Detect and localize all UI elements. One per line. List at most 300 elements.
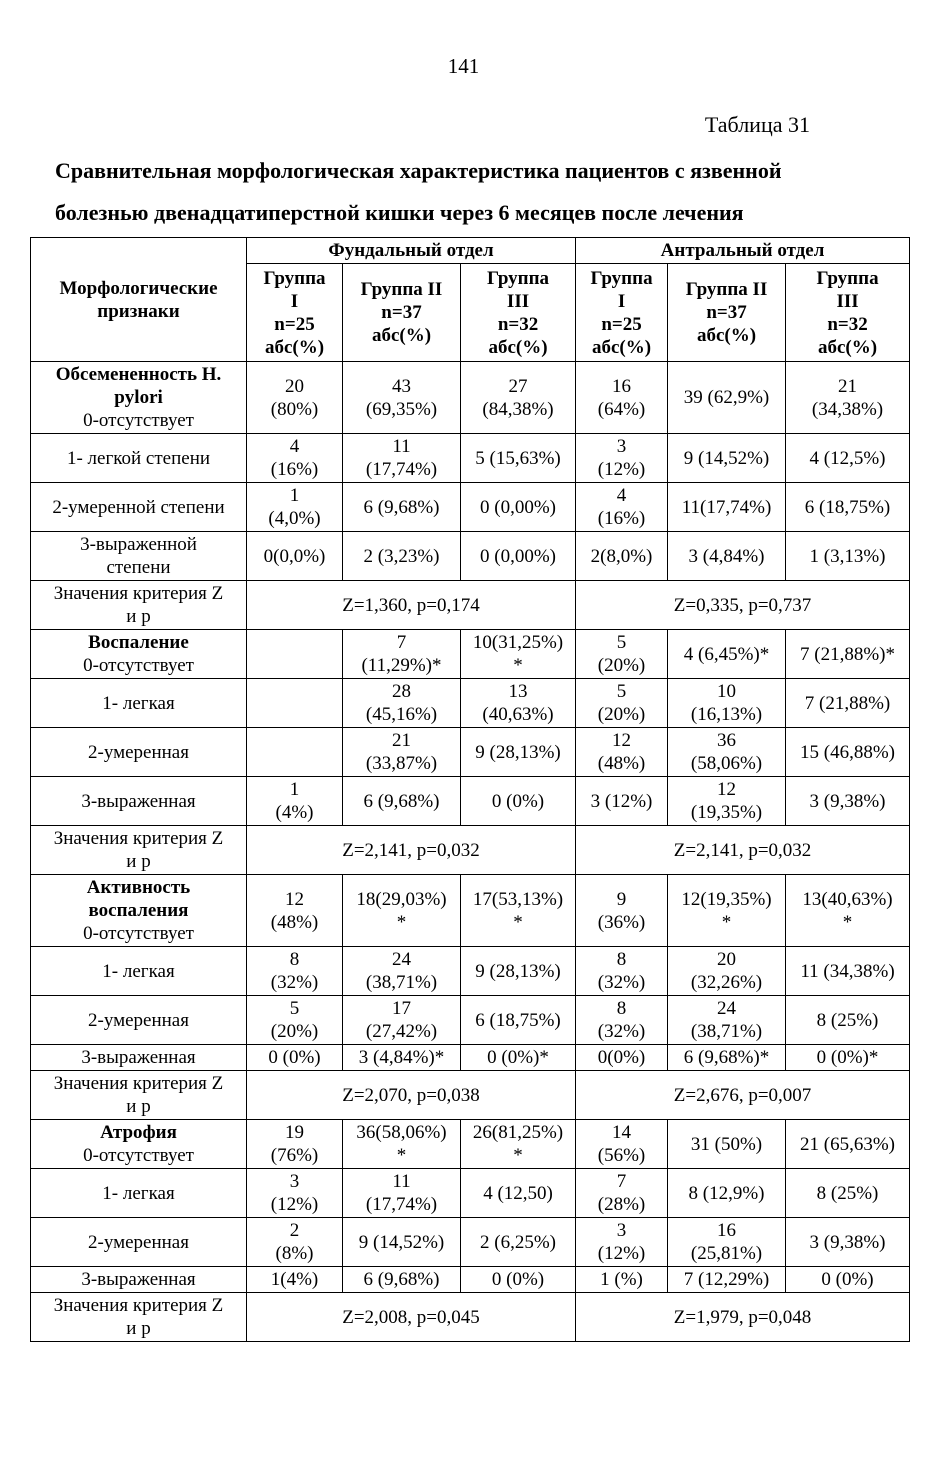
data-cell: [668, 362, 786, 434]
header-antral: Антральный отдел: [576, 238, 910, 264]
data-cell-line: *: [513, 1145, 523, 1166]
data-cell: [786, 483, 910, 532]
data-cell-line: 3 (12%): [590, 790, 653, 812]
data-cell-line: 9 (28,13%): [475, 960, 561, 982]
data-cell-line: 0 (0%): [268, 1047, 321, 1068]
data-cell: [786, 728, 910, 777]
data-cell: [786, 434, 910, 483]
data-cell-line: 2 (3,23%): [363, 545, 440, 567]
data-cell-line: 39 (62,9%): [683, 387, 770, 408]
group-header: [461, 264, 576, 362]
data-cell-line: 6 (9,68%): [363, 1269, 440, 1290]
data-cell-line: 8 (12,9%): [688, 1182, 765, 1204]
row-label: [31, 947, 247, 996]
group-header-line: n=37: [706, 302, 747, 323]
data-cell-line: 36: [717, 730, 737, 751]
header-row-label: Морфологические признаки: [31, 238, 247, 362]
data-cell: [247, 434, 343, 483]
data-cell-line: (32%): [597, 1021, 646, 1042]
row-label: [31, 532, 247, 581]
data-cell: [576, 996, 668, 1045]
stat-row: [31, 826, 910, 875]
stat-label-line: и р: [126, 1096, 151, 1117]
group-header-line: n=32: [497, 313, 539, 335]
stat-label-line: и р: [126, 606, 151, 627]
row-label-line: 1- легкой степени: [66, 447, 211, 469]
data-cell-line: 3: [616, 436, 627, 457]
data-cell: [576, 875, 668, 947]
data-cell-line: (11,29%)*: [361, 655, 442, 676]
data-cell-line: (19,35%): [690, 802, 763, 823]
data-cell-line: 0(0%): [597, 1047, 646, 1068]
data-cell: [786, 1267, 910, 1293]
group-header-line: I: [617, 290, 626, 312]
row-label-line: 2-умеренная: [88, 741, 189, 763]
data-cell-line: (36%): [597, 911, 646, 933]
data-cell-line: (20%): [597, 704, 646, 725]
table-row: [31, 630, 910, 679]
data-cell-line: (8%): [275, 1243, 314, 1264]
group-header: [247, 264, 343, 362]
row-label-line: 0-отсутствует: [83, 410, 194, 431]
data-cell-line: 1(4%): [270, 1269, 319, 1290]
data-cell-line: 5: [616, 632, 627, 653]
table-row: [31, 434, 910, 483]
data-cell-line: (64%): [597, 398, 646, 420]
row-label: [31, 875, 247, 947]
row-label-line: 1- легкая: [102, 960, 175, 982]
row-label-line: 1- легкая: [102, 1182, 175, 1204]
data-cell: [247, 630, 343, 679]
data-cell-line: *: [396, 911, 407, 933]
table-row: [31, 1169, 910, 1218]
data-cell-line: 5 (15,63%): [475, 447, 561, 469]
data-cell: [668, 1120, 786, 1169]
group-header-line: I: [290, 290, 299, 312]
data-cell: [576, 679, 668, 728]
data-cell-line: 24: [717, 998, 737, 1019]
data-cell: [668, 996, 786, 1045]
stat-label: [31, 826, 247, 875]
data-cell-line: (17,74%): [365, 1194, 438, 1215]
data-cell-line: (84,38%): [482, 398, 554, 420]
data-cell-line: (4,0%): [268, 508, 321, 529]
group-header: [576, 264, 668, 362]
data-cell: [461, 1267, 576, 1293]
data-cell-line: 0 (0%): [491, 1269, 545, 1290]
data-cell-line: *: [396, 1145, 407, 1166]
data-cell: [668, 532, 786, 581]
data-cell-line: (48%): [597, 753, 646, 774]
data-cell: [576, 1045, 668, 1071]
data-cell: [668, 434, 786, 483]
data-cell: [668, 483, 786, 532]
table-row: [31, 875, 910, 947]
row-label: [31, 728, 247, 777]
data-cell-line: (38,71%): [365, 972, 438, 993]
data-cell: [343, 728, 461, 777]
data-cell-line: 4 (6,45%)*: [683, 643, 770, 665]
data-cell: [247, 728, 343, 777]
data-cell: [786, 532, 910, 581]
data-cell: [461, 434, 576, 483]
data-cell-line: 1: [289, 485, 300, 506]
data-cell-line: *: [842, 911, 853, 933]
data-cell-line: 18(29,03%): [356, 888, 447, 910]
group-header-line: III: [506, 290, 530, 312]
data-cell: [343, 1218, 461, 1267]
data-cell: [786, 875, 910, 947]
data-cell-line: 1 (%): [600, 1269, 643, 1290]
row-label: [31, 1267, 247, 1293]
data-cell: [247, 483, 343, 532]
row-label-line: 3-выраженная: [81, 790, 196, 812]
data-cell-line: 4 (12,50): [483, 1182, 553, 1204]
data-cell: [786, 777, 910, 826]
row-label: [31, 630, 247, 679]
table-row: [31, 1045, 910, 1071]
data-cell-line: 20: [717, 949, 737, 970]
stat-antral: Z=1,979, p=0,048: [576, 1293, 910, 1342]
data-cell-line: 0 (0,00%): [480, 545, 556, 567]
data-cell-line: 10: [717, 681, 737, 702]
data-cell: [247, 777, 343, 826]
group-header-line: абс(%): [817, 336, 878, 358]
data-cell: [576, 728, 668, 777]
data-cell-line: 11 (34,38%): [800, 960, 895, 982]
data-cell-line: 12: [612, 730, 632, 751]
data-cell-line: 12: [717, 779, 737, 800]
data-cell: [343, 483, 461, 532]
data-cell-line: 0(0,0%): [263, 545, 326, 567]
data-cell-line: 0 (0,00%): [480, 496, 556, 518]
data-cell-line: 20: [285, 375, 304, 397]
section-title: pylori: [114, 387, 163, 408]
title-line-2: болезнью двенадцатиперстной кишки через 6 месяцев после лечения: [55, 200, 744, 225]
data-cell-line: 3: [289, 1171, 300, 1192]
data-cell: [786, 362, 910, 434]
row-label-line: 3-выраженной: [80, 534, 197, 555]
group-header-line: абс(%): [591, 336, 652, 358]
group-header-line: абс(%): [488, 336, 548, 358]
data-cell-line: 11: [392, 1171, 411, 1192]
table-title: [55, 150, 885, 234]
data-cell: [461, 532, 576, 581]
data-cell: [343, 630, 461, 679]
data-cell-line: (16,13%): [690, 704, 763, 725]
data-cell-line: 0 (0%): [491, 790, 545, 812]
table-row: [31, 1218, 910, 1267]
data-cell-line: 8: [616, 949, 627, 970]
data-cell: [343, 362, 461, 434]
stat-label-line: и р: [126, 1318, 151, 1339]
section-title: Атрофия: [100, 1122, 177, 1143]
group-header: [343, 264, 461, 362]
data-cell-line: (58,06%): [690, 753, 763, 774]
data-cell-line: 7 (12,29%): [683, 1269, 770, 1290]
row-label-line: 2-умеренной степени: [52, 496, 225, 518]
data-cell: [576, 532, 668, 581]
row-label-line: 0-отсутствует: [83, 1145, 194, 1166]
stat-label-line: Значения критерия Z: [53, 583, 224, 604]
row-label: [31, 362, 247, 434]
data-cell-line: 0 (0%)*: [487, 1047, 549, 1068]
data-cell-line: 13: [508, 681, 528, 702]
stat-antral: Z=2,141, p=0,032: [576, 826, 910, 875]
data-cell-line: 17(53,13%): [472, 888, 564, 910]
stat-row: [31, 581, 910, 630]
table-row: [31, 777, 910, 826]
data-cell-line: (17,74%): [365, 459, 438, 480]
data-cell: [247, 1267, 343, 1293]
group-header: [668, 264, 786, 362]
data-cell-line: (28%): [597, 1194, 646, 1215]
data-cell-line: 11(17,74%): [681, 496, 772, 518]
data-cell: [343, 777, 461, 826]
data-cell-line: (56%): [597, 1145, 646, 1166]
data-cell: [461, 996, 576, 1045]
data-cell-line: 21: [838, 375, 858, 397]
data-cell: [668, 1169, 786, 1218]
table-row: [31, 728, 910, 777]
data-cell-line: 2 (6,25%): [480, 1231, 556, 1253]
stat-antral: Z=2,676, p=0,007: [576, 1071, 910, 1120]
data-cell-line: 5: [616, 681, 627, 702]
stat-label-line: и р: [126, 851, 151, 872]
data-cell: [343, 875, 461, 947]
row-label-line: 2-умеренная: [88, 1009, 189, 1031]
data-cell: [576, 630, 668, 679]
data-cell-line: (45,16%): [365, 704, 438, 725]
group-header-line: абс(%): [371, 325, 432, 346]
data-cell-line: 3 (4,84%)*: [358, 1047, 445, 1068]
group-header-line: n=37: [381, 302, 422, 323]
data-cell: [343, 679, 461, 728]
table-row: [31, 996, 910, 1045]
row-label-line: 0-отсутствует: [83, 655, 194, 676]
data-cell: [343, 434, 461, 483]
data-cell: [668, 728, 786, 777]
data-cell-line: 21 (65,63%): [800, 1133, 896, 1155]
data-cell-line: (69,35%): [365, 398, 438, 420]
data-cell-line: 0 (0%): [821, 1269, 874, 1290]
data-cell: [668, 1045, 786, 1071]
row-label-line: 3-выраженная: [81, 1269, 196, 1290]
group-header-line: n=25: [274, 313, 315, 335]
data-cell-line: (32,26%): [690, 972, 763, 993]
data-cell-line: 9: [616, 888, 627, 910]
data-cell-line: 4: [289, 436, 300, 457]
data-cell-line: (16%): [597, 508, 646, 529]
stat-fundal: Z=2,008, p=0,045: [247, 1293, 576, 1342]
group-header: [786, 264, 910, 362]
data-cell-line: *: [513, 911, 523, 933]
table-row: [31, 1267, 910, 1293]
group-header-line: III: [836, 290, 859, 312]
row-label-line: 0-отсутствует: [83, 923, 194, 944]
data-cell-line: 2(8,0%): [590, 545, 653, 567]
row-label-line: 2-умеренная: [88, 1231, 189, 1253]
data-cell: [668, 875, 786, 947]
stat-label: [31, 1293, 247, 1342]
data-cell-line: 3 (9,38%): [809, 790, 886, 812]
data-cell-line: 0 (0%)*: [816, 1047, 879, 1068]
data-cell-line: 13(40,63%): [802, 888, 893, 910]
data-cell-line: 28: [392, 681, 411, 702]
data-cell: [247, 1120, 343, 1169]
data-cell-line: (34,38%): [811, 398, 884, 420]
row-label: [31, 679, 247, 728]
table-row: [31, 362, 910, 434]
morphology-table: [30, 237, 910, 1342]
data-cell: [343, 947, 461, 996]
data-cell-line: (12%): [597, 459, 646, 480]
section-title: Воспаление: [88, 632, 189, 653]
data-cell-line: 8: [289, 949, 300, 970]
data-cell: [461, 1045, 576, 1071]
stat-fundal: Z=2,070, p=0,038: [247, 1071, 576, 1120]
data-cell: [461, 728, 576, 777]
data-cell: [247, 362, 343, 434]
data-cell: [247, 875, 343, 947]
data-cell-line: 4: [616, 485, 627, 506]
data-cell-line: 21: [392, 730, 411, 751]
data-cell-line: (33,87%): [365, 753, 438, 774]
page-number: 141: [447, 54, 480, 78]
data-cell-line: 12(19,35%): [681, 888, 772, 910]
section-title: Обсемененность H.: [55, 364, 222, 385]
row-label-line: 1- легкая: [102, 692, 175, 714]
group-header-line: Группа II: [360, 279, 443, 300]
section-title: воспаления: [88, 900, 189, 921]
group-header-line: Группа: [263, 267, 326, 289]
data-cell: [343, 1045, 461, 1071]
data-cell-line: 10(31,25%): [472, 632, 564, 653]
title-line-1: Сравнительная морфологическая характеристика пациентов с язвенной: [55, 158, 782, 183]
data-cell-line: 6 (9,68%): [363, 496, 440, 518]
row-label: [31, 1169, 247, 1218]
data-cell: [576, 1267, 668, 1293]
data-cell: [786, 630, 910, 679]
data-cell-line: 9 (14,52%): [683, 447, 770, 469]
data-cell: [461, 1120, 576, 1169]
data-cell-line: (20%): [270, 1021, 319, 1042]
data-cell: [786, 996, 910, 1045]
data-cell: [461, 1218, 576, 1267]
data-cell: [576, 777, 668, 826]
data-cell: [343, 1120, 461, 1169]
data-cell-line: 6 (18,75%): [804, 496, 891, 518]
group-header-line: абс(%): [696, 325, 757, 346]
data-cell: [247, 996, 343, 1045]
row-label: [31, 777, 247, 826]
data-cell-line: 5: [289, 998, 300, 1019]
data-cell: [786, 947, 910, 996]
data-cell: [786, 1045, 910, 1071]
data-cell-line: 1 (3,13%): [809, 545, 886, 567]
data-cell-line: 8: [616, 998, 627, 1019]
group-header-line: n=25: [601, 313, 642, 335]
data-cell-line: 8 (25%): [816, 1009, 879, 1031]
data-cell-line: 36(58,06%): [356, 1122, 447, 1143]
data-cell: [668, 679, 786, 728]
data-cell: [576, 1218, 668, 1267]
data-cell-line: 7 (21,88%)*: [800, 643, 896, 665]
data-cell-line: 26(81,25%): [472, 1122, 564, 1143]
data-cell: [247, 679, 343, 728]
data-cell-line: 11: [392, 436, 411, 457]
data-cell: [668, 947, 786, 996]
table-label: Таблица 31: [704, 112, 810, 137]
stat-label: [31, 1071, 247, 1120]
data-cell-line: 8 (25%): [816, 1182, 879, 1204]
data-cell: [461, 875, 576, 947]
data-cell: [461, 1169, 576, 1218]
data-cell-line: (12%): [597, 1243, 646, 1264]
data-cell-line: (16%): [270, 459, 319, 480]
data-cell: [461, 947, 576, 996]
stat-label-line: Значения критерия Z: [53, 1073, 224, 1094]
data-cell-line: 7: [616, 1171, 627, 1192]
table-row: [31, 1120, 910, 1169]
data-cell-line: (32%): [270, 972, 319, 993]
data-cell-line: 43: [392, 375, 411, 397]
data-cell-line: 7: [396, 632, 407, 653]
data-cell: [461, 777, 576, 826]
group-header-line: Группа: [816, 267, 879, 289]
data-cell-line: *: [721, 911, 732, 933]
stat-label-line: Значения критерия Z: [53, 828, 224, 849]
row-label: [31, 1045, 247, 1071]
stat-label-line: Значения критерия Z: [53, 1295, 224, 1316]
data-cell-line: 9 (28,13%): [475, 741, 561, 763]
group-header-line: Группа: [590, 267, 653, 289]
data-cell: [247, 1045, 343, 1071]
data-cell-line: (32%): [597, 972, 646, 993]
data-cell: [786, 1169, 910, 1218]
row-label: [31, 1218, 247, 1267]
data-cell-line: (4%): [275, 802, 314, 823]
data-cell: [786, 679, 910, 728]
data-cell-line: 31 (50%): [690, 1133, 763, 1155]
row-label: [31, 483, 247, 532]
data-cell: [786, 1120, 910, 1169]
data-cell: [576, 483, 668, 532]
data-cell-line: *: [513, 655, 523, 676]
data-cell: [343, 532, 461, 581]
data-cell-line: 19: [285, 1122, 304, 1143]
data-cell: [576, 1120, 668, 1169]
data-cell-line: (76%): [270, 1145, 319, 1166]
group-header-line: Группа II: [685, 279, 768, 300]
row-label: [31, 434, 247, 483]
data-cell-line: 6 (18,75%): [475, 1009, 561, 1031]
data-cell-line: (25,81%): [690, 1243, 763, 1264]
stat-label: [31, 581, 247, 630]
data-cell: [786, 1218, 910, 1267]
data-cell: [576, 434, 668, 483]
data-cell: [247, 532, 343, 581]
data-cell-line: 3: [616, 1220, 627, 1241]
data-cell-line: (40,63%): [482, 704, 554, 725]
data-cell-line: 27: [508, 375, 528, 397]
data-cell-line: (38,71%): [690, 1021, 763, 1042]
data-cell-line: 3 (9,38%): [809, 1231, 886, 1253]
data-cell-line: 15 (46,88%): [800, 741, 896, 763]
data-cell-line: 16: [717, 1220, 737, 1241]
data-cell: [247, 1169, 343, 1218]
data-cell: [247, 947, 343, 996]
